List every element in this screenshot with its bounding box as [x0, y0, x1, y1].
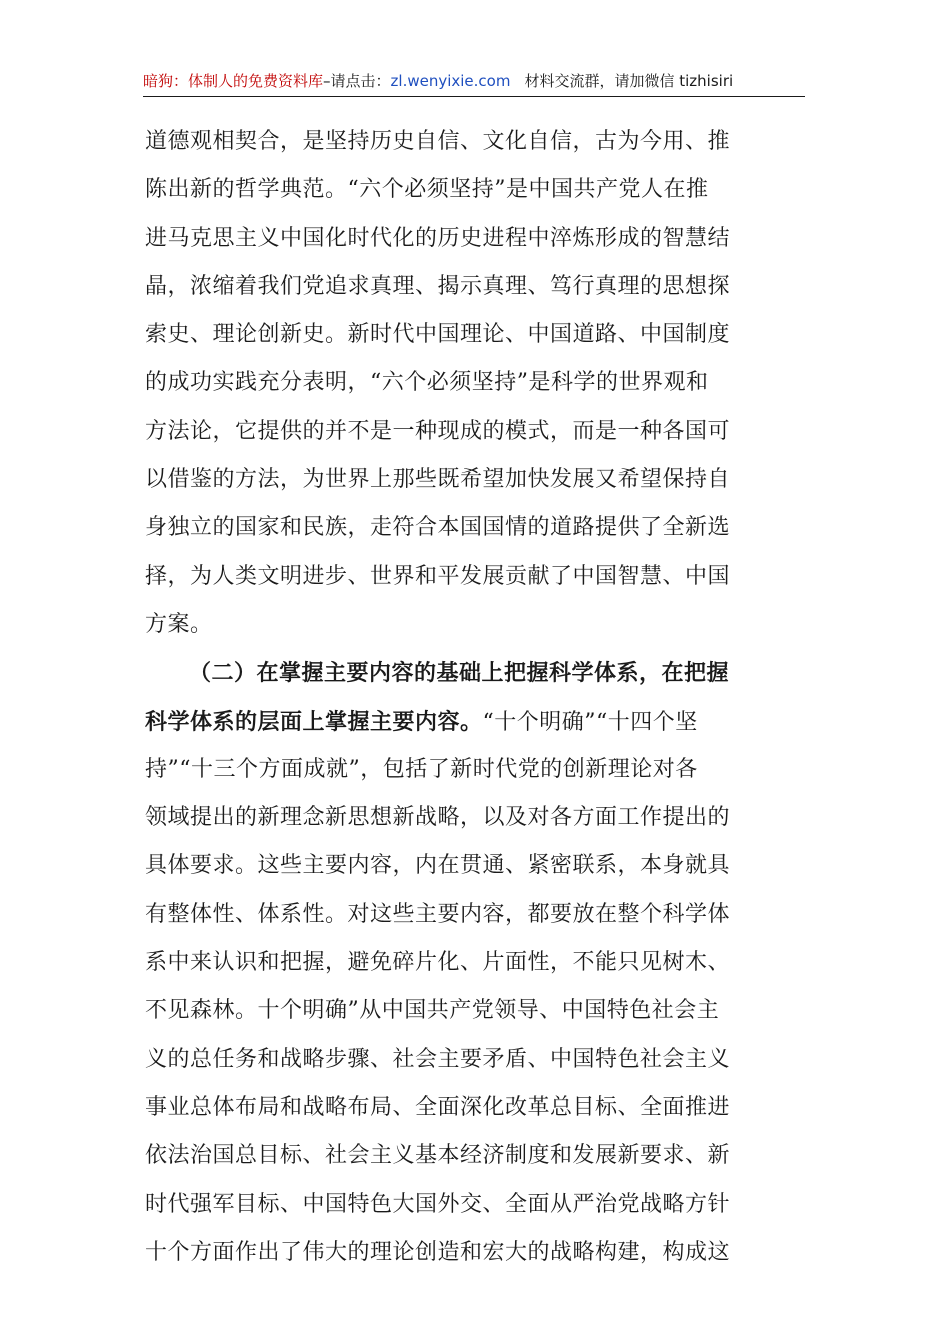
- header-brand: 暗狗：体制人的免费资料库: [143, 72, 324, 90]
- text-line: 择，为人类文明进步、世界和平发展贡献了中国智慧、中国: [145, 563, 731, 589]
- text-line: 以借鉴的方法，为世界上那些既希望加快发展又希望保持自: [145, 467, 731, 493]
- text-line: 身独立的国家和民族，走符合本国国情的道路提供了全新选: [145, 515, 731, 541]
- header-prompt: –请点击：: [323, 72, 391, 90]
- text-line: 十个方面作出了伟大的理论创造和宏大的战略构建，构成这: [145, 1239, 731, 1265]
- text-line: 领域提出的新理念新思想新战略，以及对各方面工作提出的: [145, 805, 731, 831]
- section-heading-line: [145, 649, 807, 697]
- text-line: 有整体性、体系性。对这些主要内容，都要放在整个科学体: [145, 901, 731, 927]
- text-line: 晶，浓缩着我们党追求真理、揭示真理、笃行真理的思想探: [145, 273, 731, 299]
- header-contact: 材料交流群，请加微信 tizhisiri: [524, 72, 734, 90]
- text-line: 道德观相契合，是坚持历史自信、文化自信，古为今用、推: [145, 129, 731, 154]
- text-line: 具体要求。这些主要内容，内在贯通、紧密联系，本身就具: [145, 853, 731, 879]
- header-divider: [143, 96, 805, 97]
- text-line: 持”“十三个方面成就”，包括了新时代党的创新理论对各: [145, 756, 698, 782]
- text-line: 陈出新的哲学典范。“六个必须坚持”是中国共产党人在推: [145, 177, 709, 203]
- text-line: 时代强军目标、中国特色大国外交、全面从严治党战略方针: [145, 1191, 731, 1217]
- header-link[interactable]: zl.wenyixie.com: [390, 72, 511, 90]
- text-line: 方法论，它提供的并不是一种现成的模式，而是一种各国可: [145, 418, 731, 444]
- text-line: 不见森林。十个明确”从中国共产党领导、中国特色社会主: [145, 998, 720, 1024]
- section-heading-cont: 科学体系的层面上掌握主要内容。: [145, 708, 483, 735]
- section-heading: （二）在掌握主要内容的基础上把握科学体系，在把握: [189, 660, 730, 687]
- text-line: 方案。: [145, 611, 213, 637]
- text-line: 进马克思主义中国化时代化的历史进程中淬炼形成的智慧结: [145, 225, 731, 251]
- text-line: 依法治国总目标、社会主义基本经济制度和发展新要求、新: [145, 1143, 731, 1169]
- page-header: [143, 66, 805, 96]
- text-line: 系中来认识和把握，避免碎片化、片面性，不能只见树木、: [145, 950, 731, 976]
- text-line: 索史、理论创新史。新时代中国理论、中国道路、中国制度: [145, 322, 731, 348]
- text-line: 事业总体布局和战略布局、全面深化改革总目标、全面推进: [145, 1094, 731, 1120]
- text-line: 的成功实践充分表明，“六个必须坚持”是科学的世界观和: [145, 370, 709, 396]
- text-line: 义的总任务和战略步骤、社会主要矛盾、中国特色社会主义: [145, 1046, 731, 1072]
- section-heading-line: [145, 698, 807, 746]
- document-body: [145, 118, 807, 1277]
- section-text: “十个明确”“十四个坚: [482, 709, 698, 735]
